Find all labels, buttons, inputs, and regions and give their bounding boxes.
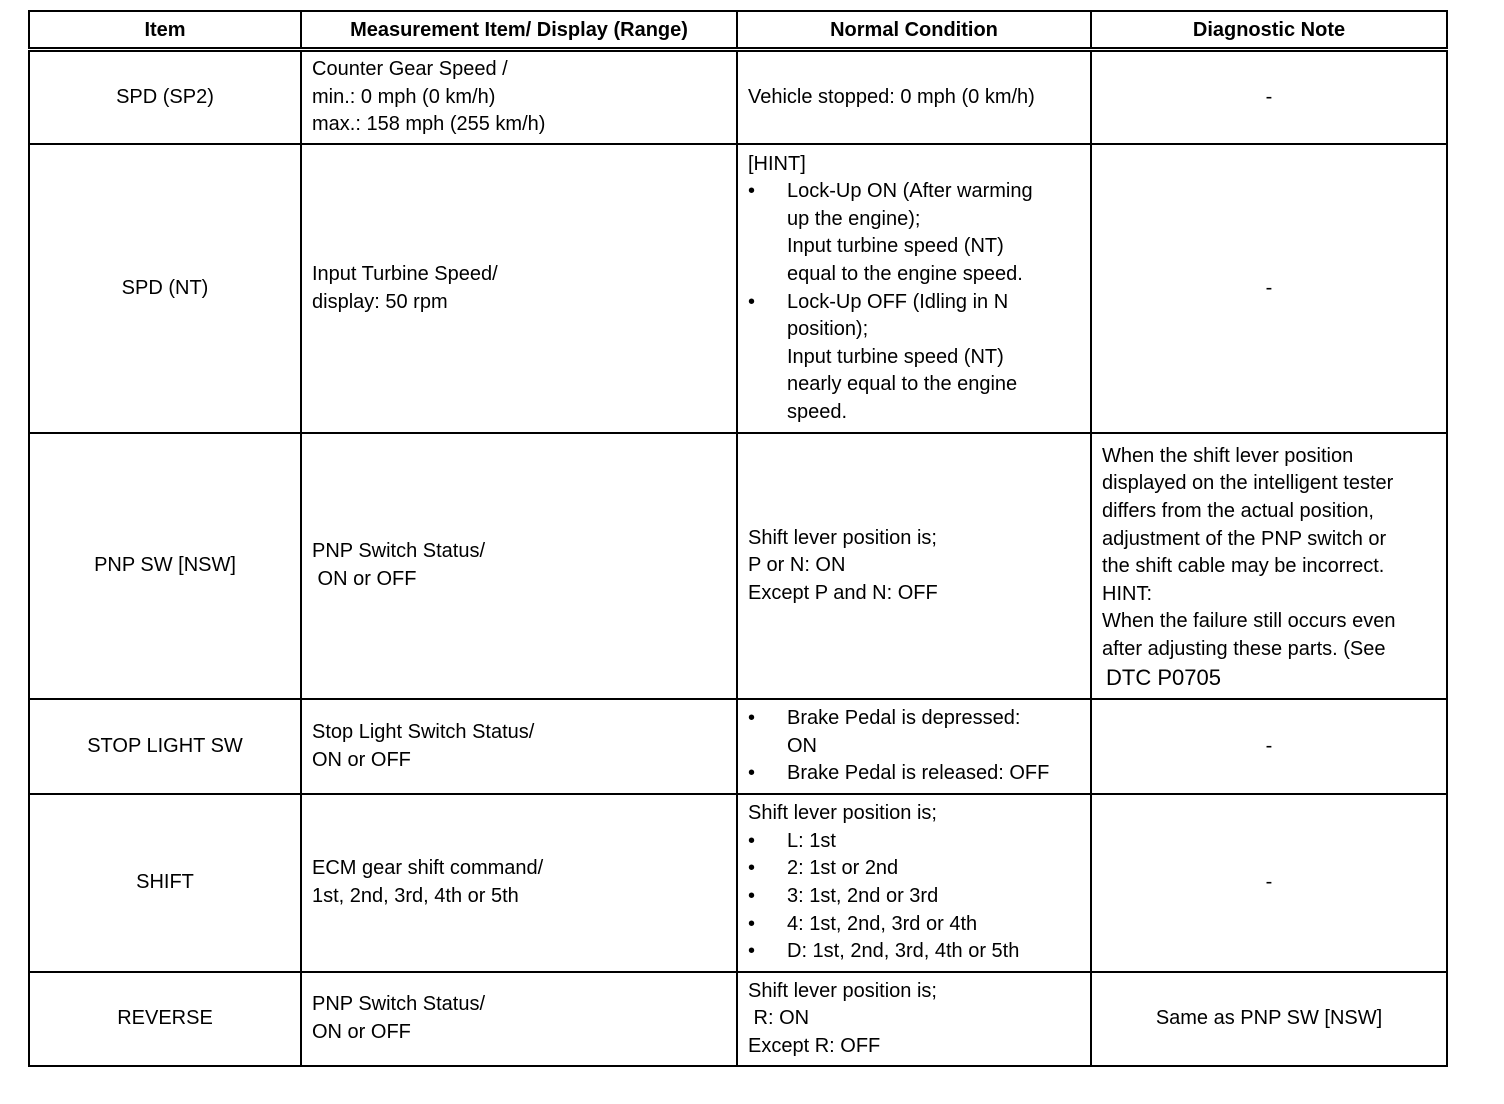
note-line: When the failure still occurs even (1102, 610, 1396, 633)
normal-line: Shift lever position is; (748, 526, 937, 549)
normal-condition-cell (737, 144, 1091, 433)
measurement-line: 1st, 2nd, 3rd, 4th or 5th (312, 885, 519, 907)
normal-condition-cell (737, 794, 1091, 972)
measurement-line: ECM gear shift command/ (312, 857, 544, 880)
diagnostic-note-cell: - (1091, 144, 1447, 433)
bullet-item (748, 938, 1080, 966)
normal-condition-cell: Vehicle stopped: 0 mph (0 km/h) (737, 50, 1091, 145)
measurement-cell (301, 972, 737, 1066)
table-row (29, 972, 1447, 1066)
bullet-icon: • (748, 885, 756, 907)
header-normal-condition: Normal Condition (737, 11, 1091, 50)
table-row (29, 144, 1447, 433)
measurement-line: Input Turbine Speed/ (312, 262, 498, 285)
measurement-cell (301, 50, 737, 145)
note-line: the shift cable may be incorrect. (1102, 555, 1385, 578)
normal-line: Except P and N: OFF (748, 581, 938, 604)
bullet-line: Input turbine speed (NT) (787, 345, 1004, 368)
data-list-table (28, 10, 1448, 1067)
bullet-line: ON (787, 734, 817, 757)
bullet-line: Lock-Up ON (After warming (787, 180, 1033, 203)
diagnostic-note-cell: - (1091, 50, 1447, 145)
header-row (29, 11, 1447, 50)
measurement-cell (301, 144, 737, 433)
bullet-item (748, 855, 1080, 883)
bullet-line: speed. (787, 400, 848, 423)
item-cell: SPD (SP2) (29, 50, 301, 145)
diagnostic-note-cell: - (1091, 794, 1447, 972)
measurement-line: ON or OFF (312, 1021, 411, 1043)
header-measurement: Measurement Item/ Display (Range) (301, 11, 737, 50)
normal-line: Shift lever position is; (748, 979, 937, 1002)
normal-condition-cell (737, 972, 1091, 1066)
measurement-line: PNP Switch Status/ (312, 540, 486, 563)
bullet-item (748, 705, 1080, 760)
bullet-item (748, 178, 1080, 288)
bullet-icon: • (748, 707, 756, 730)
measurement-line: PNP Switch Status/ (312, 993, 486, 1016)
bullet-icon: • (748, 290, 756, 313)
diagnostic-note-cell: Same as PNP SW [NSW] (1091, 972, 1447, 1066)
table-row (29, 433, 1447, 699)
bullet-icon: • (748, 180, 756, 203)
item-cell: PNP SW [NSW] (29, 433, 301, 699)
bullet-line: L: 1st (787, 829, 836, 852)
table-row (29, 794, 1447, 972)
bullet-list (748, 828, 1080, 966)
bullet-line: up the engine); (787, 207, 921, 230)
measurement-line: ON or OFF (312, 748, 411, 771)
bullet-item (748, 883, 1080, 911)
bullet-line: Brake Pedal is released: OFF (787, 762, 1050, 785)
bullet-icon: • (748, 940, 756, 963)
note-line: adjustment of the PNP switch or (1102, 527, 1387, 550)
normal-condition-cell (737, 699, 1091, 794)
item-cell: REVERSE (29, 972, 301, 1066)
header-item: Item (29, 11, 301, 50)
bullet-line: D: 1st, 2nd, 3rd, 4th or 5th (787, 940, 1020, 963)
diagnostic-note-cell (1091, 433, 1447, 699)
normal-line: Except R: OFF (748, 1034, 881, 1057)
bullet-line: 2: 1st or 2nd (787, 857, 899, 880)
dtc-link[interactable]: DTC P0705 (1106, 664, 1221, 690)
bullet-line: 3: 1st, 2nd or 3rd (787, 885, 939, 907)
bullet-line: 4: 1st, 2nd, 3rd or 4th (787, 912, 978, 935)
bullet-line: nearly equal to the engine (787, 373, 1018, 396)
bullet-list (748, 178, 1080, 426)
note-line: differs from the actual position, (1102, 500, 1374, 523)
table-row (29, 50, 1447, 145)
note-line: When the shift lever position (1102, 444, 1354, 467)
normal-intro: Shift lever position is; (748, 802, 937, 825)
measurement-line: min.: 0 mph (0 km/h) (312, 85, 496, 108)
bullet-item (748, 760, 1080, 788)
bullet-icon: • (748, 762, 756, 785)
measurement-line: ON or OFF (312, 568, 417, 590)
item-cell: STOP LIGHT SW (29, 699, 301, 794)
item-cell: SPD (NT) (29, 144, 301, 433)
note-line: HINT: (1102, 582, 1152, 605)
bullet-icon: • (748, 912, 756, 935)
bullet-item (748, 911, 1080, 939)
bullet-line: position); (787, 318, 869, 341)
header-diagnostic-note: Diagnostic Note (1091, 11, 1447, 50)
normal-condition-cell (737, 433, 1091, 699)
bullet-icon: • (748, 829, 756, 852)
bullet-list (748, 705, 1080, 788)
measurement-cell (301, 699, 737, 794)
bullet-line: Lock-Up OFF (Idling in N (787, 290, 1009, 313)
note-line: after adjusting these parts. (See (1102, 637, 1386, 660)
measurement-line: Stop Light Switch Status/ (312, 720, 535, 743)
diagnostic-note-cell: - (1091, 699, 1447, 794)
measurement-cell (301, 794, 737, 972)
item-cell: SHIFT (29, 794, 301, 972)
measurement-line: Counter Gear Speed / (312, 58, 508, 81)
table-row (29, 699, 1447, 794)
bullet-line: equal to the engine speed. (787, 262, 1023, 285)
bullet-icon: • (748, 857, 756, 880)
measurement-line: max.: 158 mph (255 km/h) (312, 113, 546, 136)
bullet-item (748, 289, 1080, 427)
bullet-item (748, 828, 1080, 856)
measurement-cell (301, 433, 737, 699)
measurement-line: display: 50 rpm (312, 290, 448, 313)
normal-line: P or N: ON (748, 554, 846, 577)
hint-label: [HINT] (748, 152, 806, 175)
bullet-line: Input turbine speed (NT) (787, 235, 1004, 258)
normal-line: R: ON (748, 1007, 810, 1030)
bullet-line: Brake Pedal is depressed: (787, 707, 1021, 730)
note-line: displayed on the intelligent tester (1102, 472, 1394, 495)
